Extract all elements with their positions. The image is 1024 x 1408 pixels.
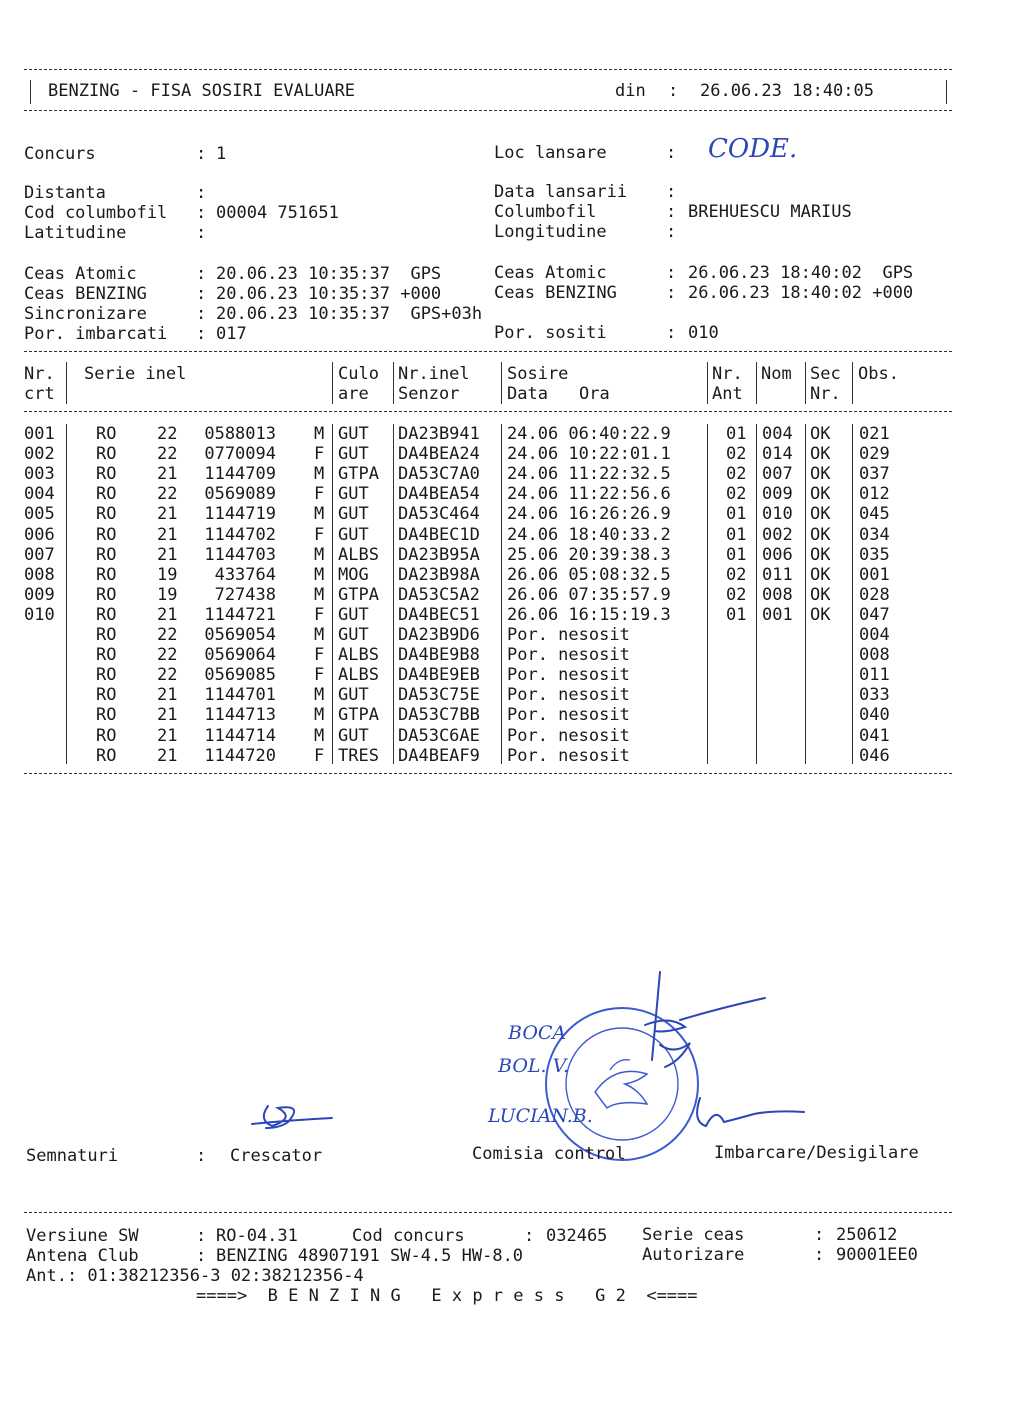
cell-nr: 006 — [24, 524, 55, 545]
cell-sex: M — [314, 685, 325, 706]
cell-culoare: GUT — [338, 444, 369, 465]
cell-ant: 02 — [726, 444, 747, 465]
cell-senzor: DA4BEAF9 — [398, 745, 480, 766]
cell-yr: 19 — [157, 584, 178, 605]
clock-right-colon: : — [666, 263, 677, 283]
cell-obs: 034 — [859, 524, 890, 545]
data-lansarii-label: Data lansarii — [494, 182, 628, 202]
cell-num: 1144703 — [204, 544, 276, 565]
clock-right-label: Ceas Atomic — [494, 263, 607, 283]
cell-senzor: DA53C75E — [398, 685, 480, 706]
th-sep — [805, 362, 806, 404]
cell-nom: 007 — [762, 464, 793, 485]
cell-num: 0569089 — [204, 484, 276, 505]
cell-sosire: Por. nesosit — [507, 665, 630, 686]
cell-yr: 21 — [157, 725, 178, 746]
col-sep — [393, 424, 394, 764]
antena-label: Antena Club — [26, 1246, 139, 1266]
cell-culoare: GUT — [338, 625, 369, 645]
th-crt: crt — [24, 384, 55, 404]
cell-ant: 02 — [726, 464, 747, 485]
cell-sex: M — [314, 705, 325, 726]
antena-value: BENZING 48907191 SW-4.5 HW-8.0 — [216, 1246, 524, 1266]
cell-ant: 02 — [726, 584, 747, 605]
cell-obs: 041 — [859, 725, 890, 746]
columbofil-colon: : — [666, 202, 677, 222]
cell-sec: OK — [810, 584, 831, 605]
cell-nr: 004 — [24, 484, 55, 505]
loc-lansare-label: Loc lansare — [494, 143, 607, 163]
cell-ro: RO — [96, 725, 117, 746]
cell-num: 1144720 — [204, 745, 276, 766]
cell-nom: 008 — [762, 584, 793, 605]
th-sep — [501, 362, 502, 404]
header-left-border — [30, 80, 31, 104]
cell-sosire: Por. nesosit — [507, 625, 630, 645]
autorizare-value: 90001EE0 — [836, 1245, 918, 1265]
clock-left-value: 017 — [216, 324, 247, 344]
cell-obs: 001 — [859, 564, 890, 585]
cell-yr: 21 — [157, 685, 178, 706]
cell-sosire: Por. nesosit — [507, 685, 630, 706]
cell-ant: 01 — [726, 504, 747, 525]
cell-ro: RO — [96, 484, 117, 505]
clock-left-colon: : — [196, 264, 207, 284]
header-bottom-rule — [24, 110, 952, 111]
commission-name-2: BOL. V. — [498, 1055, 570, 1077]
clock-right-value: 26.06.23 18:40:02 +000 — [688, 283, 914, 303]
cell-ro: RO — [96, 524, 117, 545]
cell-nr: 003 — [24, 464, 55, 485]
cell-nom: 004 — [762, 424, 793, 444]
cell-nom: 009 — [762, 484, 793, 505]
th-culo: Culo — [338, 364, 379, 384]
cell-yr: 21 — [157, 524, 178, 545]
cell-num: 0569064 — [204, 645, 276, 666]
th-sosire: Sosire — [507, 364, 569, 384]
cell-yr: 22 — [157, 424, 178, 444]
versiune-colon: : — [196, 1226, 207, 1246]
cell-senzor: DA23B9D6 — [398, 625, 480, 645]
th-nr-inel: Nr.inel — [398, 364, 470, 384]
distanta-label: Distanta — [24, 183, 106, 203]
col-sep — [707, 424, 708, 764]
cell-culoare: GUT — [338, 685, 369, 706]
th-ora: Ora — [579, 384, 610, 404]
cell-yr: 21 — [157, 464, 178, 485]
cell-ro: RO — [96, 564, 117, 585]
cell-ro: RO — [96, 685, 117, 706]
cell-culoare: ALBS — [338, 544, 379, 565]
cell-num: 0588013 — [204, 424, 276, 444]
semnaturi-colon: : — [196, 1146, 207, 1166]
cell-sex: F — [314, 645, 325, 666]
cell-sec: OK — [810, 544, 831, 565]
cell-obs: 028 — [859, 584, 890, 605]
report-datetime: 26.06.23 18:40:05 — [700, 81, 874, 101]
distanta-colon: : — [196, 183, 207, 203]
cell-senzor: DA23B941 — [398, 424, 480, 444]
cod-concurs-label: Cod concurs — [352, 1226, 465, 1246]
din-label: din — [615, 81, 646, 101]
th-obs: Obs. — [858, 364, 899, 384]
clock-right-label: Por. sositi — [494, 323, 607, 343]
th-are: are — [338, 384, 369, 404]
cell-ro: RO — [96, 665, 117, 686]
commission-name-1: BOCA — [508, 1022, 567, 1044]
cell-sex: F — [314, 604, 325, 625]
cell-sex: M — [314, 564, 325, 585]
cell-num: 1144702 — [204, 524, 276, 545]
cell-ro: RO — [96, 745, 117, 766]
cell-num: 1144709 — [204, 464, 276, 485]
cell-ant: 01 — [726, 524, 747, 545]
cell-ant: 02 — [726, 484, 747, 505]
longitudine-colon: : — [666, 222, 677, 242]
clock-left-colon: : — [196, 304, 207, 324]
col-sep — [501, 424, 502, 764]
cell-culoare: ALBS — [338, 645, 379, 666]
cell-sex: M — [314, 544, 325, 565]
cell-sosire: 26.06 07:35:57.9 — [507, 584, 671, 605]
cell-culoare: GUT — [338, 504, 369, 525]
serie-ceas-label: Serie ceas — [642, 1225, 745, 1245]
cell-sex: F — [314, 524, 325, 545]
club-stamp — [546, 1008, 698, 1160]
imbarcare-label: Imbarcare/Desigilare — [714, 1143, 919, 1163]
cell-sex: M — [314, 504, 325, 525]
cell-obs: 035 — [859, 544, 890, 565]
cell-senzor: DA4BEC51 — [398, 604, 480, 625]
autorizare-label: Autorizare — [642, 1245, 745, 1265]
crescator-label: Crescator — [230, 1146, 323, 1166]
col-sep — [805, 424, 806, 764]
cell-nr: 002 — [24, 444, 55, 465]
th-sec-2: Nr. — [810, 384, 841, 404]
clock-left-label: Ceas Atomic — [24, 264, 137, 284]
cell-nr: 001 — [24, 424, 55, 444]
cell-culoare: GTPA — [338, 584, 379, 605]
th-sep — [756, 362, 757, 404]
cell-sex: M — [314, 625, 325, 645]
cell-senzor: DA4BEA24 — [398, 444, 480, 465]
cell-yr: 21 — [157, 745, 178, 766]
cell-num: 1144714 — [204, 725, 276, 746]
cell-sec: OK — [810, 424, 831, 444]
cell-ro: RO — [96, 705, 117, 726]
cell-sex: M — [314, 725, 325, 746]
cell-obs: 012 — [859, 484, 890, 505]
serie-ceas-colon: : — [814, 1225, 825, 1245]
cell-num: 433764 — [214, 564, 276, 585]
cell-nr: 007 — [24, 544, 55, 565]
report-title: BENZING - FISA SOSIRI EVALUARE — [48, 81, 356, 101]
cell-nom: 002 — [762, 524, 793, 545]
footer-top-rule — [24, 1212, 952, 1213]
cell-num: 0569054 — [204, 625, 276, 645]
cell-yr: 21 — [157, 705, 178, 726]
cell-yr: 22 — [157, 484, 178, 505]
cell-senzor: DA4BE9B8 — [398, 645, 480, 666]
benzing-brand-line: ====> B E N Z I N G E x p r e s s G 2 <==== — [196, 1286, 698, 1306]
cell-yr: 21 — [157, 504, 178, 525]
clock-right-label: Ceas BENZING — [494, 283, 617, 303]
cell-sosire: 24.06 18:40:33.2 — [507, 524, 671, 545]
cell-senzor: DA53C464 — [398, 504, 480, 525]
cell-num: 727438 — [214, 584, 276, 605]
cell-obs: 047 — [859, 604, 890, 625]
cell-yr: 22 — [157, 444, 178, 465]
cell-ro: RO — [96, 444, 117, 465]
loc-colon: : — [666, 143, 677, 163]
cell-sex: F — [314, 484, 325, 505]
cell-sosire: 24.06 11:22:56.6 — [507, 484, 671, 505]
th-sep — [852, 362, 853, 404]
cell-obs: 040 — [859, 705, 890, 726]
clock-left-value: 20.06.23 10:35:37 GPS+03h — [216, 304, 483, 324]
cell-obs: 029 — [859, 444, 890, 465]
col-sep — [756, 424, 757, 764]
cell-nom: 001 — [762, 604, 793, 625]
cell-sosire: 24.06 11:22:32.5 — [507, 464, 671, 485]
cell-senzor: DA4BEC1D — [398, 524, 480, 545]
cell-ro: RO — [96, 424, 117, 444]
cell-sex: M — [314, 424, 325, 444]
header-right-border — [946, 80, 947, 104]
cell-senzor: DA53C7A0 — [398, 464, 480, 485]
antena-colon: : — [196, 1246, 207, 1266]
th-sep — [707, 362, 708, 404]
cell-culoare: GUT — [338, 524, 369, 545]
cell-culoare: ALBS — [338, 665, 379, 686]
serie-ceas-value: 250612 — [836, 1225, 898, 1245]
clock-right-value: 010 — [688, 323, 719, 343]
cell-ant: 01 — [726, 604, 747, 625]
cell-culoare: TRES — [338, 745, 379, 766]
cell-num: 0770094 — [204, 444, 276, 465]
cell-culoare: GTPA — [338, 464, 379, 485]
cell-ant: 01 — [726, 544, 747, 565]
cell-yr: 22 — [157, 665, 178, 686]
table-bottom-rule — [24, 773, 952, 774]
cell-senzor: DA53C5A2 — [398, 584, 480, 605]
cell-senzor: DA4BE9EB — [398, 665, 480, 686]
cell-sex: F — [314, 444, 325, 465]
cell-obs: 021 — [859, 424, 890, 444]
concurs-value: 1 — [216, 144, 227, 164]
cell-nr: 005 — [24, 504, 55, 525]
cell-culoare: GUT — [338, 484, 369, 505]
longitudine-label: Longitudine — [494, 222, 607, 242]
cell-senzor: DA53C7BB — [398, 705, 480, 726]
cell-sosire: 24.06 16:26:26.9 — [507, 504, 671, 525]
latitudine-label: Latitudine — [24, 223, 127, 243]
comisia-control-label: Comisia control — [472, 1144, 626, 1164]
versiune-label: Versiune SW — [26, 1226, 139, 1246]
cell-nr: 010 — [24, 604, 55, 625]
cell-sec: OK — [810, 444, 831, 465]
cell-sosire: 26.06 05:08:32.5 — [507, 564, 671, 585]
cod-columbofil-value: 00004 751651 — [216, 203, 339, 223]
concurs-colon: : — [196, 144, 207, 164]
cell-ro: RO — [96, 584, 117, 605]
cell-yr: 21 — [157, 544, 178, 565]
cell-ant: 02 — [726, 564, 747, 585]
cell-ant: 01 — [726, 424, 747, 444]
clock-left-value: 20.06.23 10:35:37 GPS — [216, 264, 442, 284]
cell-nom: 010 — [762, 504, 793, 525]
cell-sec: OK — [810, 524, 831, 545]
cell-senzor: DA23B98A — [398, 564, 480, 585]
th-nr-ant-1: Nr. — [712, 364, 743, 384]
clock-right-value: 26.06.23 18:40:02 GPS — [688, 263, 914, 283]
cod-columbofil-label: Cod columbofil — [24, 203, 168, 223]
cell-obs: 033 — [859, 685, 890, 706]
cell-sec: OK — [810, 484, 831, 505]
th-data: Data — [507, 384, 548, 404]
cell-nom: 014 — [762, 444, 793, 465]
loc-lansare-handwritten: CODE. — [708, 134, 798, 164]
cell-sex: M — [314, 464, 325, 485]
col-sep — [66, 424, 67, 764]
cell-nr: 009 — [24, 584, 55, 605]
clock-right-colon: : — [666, 283, 677, 303]
cell-num: 0569085 — [204, 665, 276, 686]
cell-sosire: Por. nesosit — [507, 645, 630, 666]
clock-left-label: Por. imbarcati — [24, 324, 168, 344]
clock-left-label: Sincronizare — [24, 304, 147, 324]
cell-sosire: Por. nesosit — [507, 725, 630, 746]
antenna-line: Ant.: 01:38212356-3 02:38212356-4 — [26, 1266, 364, 1286]
cell-yr: 19 — [157, 564, 178, 585]
clock-right-colon: : — [666, 323, 677, 343]
th-sep — [66, 362, 67, 404]
cell-yr: 22 — [157, 645, 178, 666]
cell-sec: OK — [810, 464, 831, 485]
cell-obs: 045 — [859, 504, 890, 525]
din-colon: : — [668, 81, 679, 101]
col-sep — [852, 424, 853, 764]
cell-obs: 011 — [859, 665, 890, 686]
columbofil-label: Columbofil — [494, 202, 597, 222]
clock-left-colon: : — [196, 284, 207, 304]
cell-senzor: DA4BEA54 — [398, 484, 480, 505]
cell-sex: F — [314, 745, 325, 766]
clock-left-label: Ceas BENZING — [24, 284, 147, 304]
table-top-rule — [24, 351, 952, 352]
cell-obs: 008 — [859, 645, 890, 666]
cell-sosire: Por. nesosit — [507, 705, 630, 726]
cell-ro: RO — [96, 625, 117, 645]
cell-ro: RO — [96, 544, 117, 565]
semnaturi-label: Semnaturi — [26, 1146, 119, 1166]
latitudine-colon: : — [196, 223, 207, 243]
th-nr: Nr. — [24, 364, 55, 384]
cell-nom: 011 — [762, 564, 793, 585]
cell-sosire: 24.06 06:40:22.9 — [507, 424, 671, 444]
data-lansarii-colon: : — [666, 182, 677, 202]
cell-senzor: DA23B95A — [398, 544, 480, 565]
cell-obs: 004 — [859, 625, 890, 645]
cell-ro: RO — [96, 504, 117, 525]
cell-sec: OK — [810, 504, 831, 525]
cell-ro: RO — [96, 464, 117, 485]
cell-num: 1144721 — [204, 604, 276, 625]
commission-name-3: LUCIAN.B. — [488, 1105, 593, 1127]
cell-ro: RO — [96, 604, 117, 625]
concurs-label: Concurs — [24, 144, 96, 164]
th-sec-1: Sec — [810, 364, 841, 384]
cell-sec: OK — [810, 604, 831, 625]
th-sep — [332, 362, 333, 404]
cell-sosire: 26.06 16:15:19.3 — [507, 604, 671, 625]
th-serie-inel: Serie inel — [84, 364, 187, 384]
cell-sosire: 25.06 20:39:38.3 — [507, 544, 671, 565]
clock-left-colon: : — [196, 324, 207, 344]
cell-yr: 22 — [157, 625, 178, 645]
cell-senzor: DA53C6AE — [398, 725, 480, 746]
cod-concurs-colon: : — [524, 1226, 535, 1246]
cell-culoare: GUT — [338, 604, 369, 625]
cell-culoare: GTPA — [338, 705, 379, 726]
cell-culoare: GUT — [338, 424, 369, 444]
cell-yr: 21 — [157, 604, 178, 625]
th-nom: Nom — [761, 364, 792, 384]
autorizare-colon: : — [814, 1245, 825, 1265]
columbofil-value: BREHUESCU MARIUS — [688, 202, 852, 222]
cell-culoare: MOG — [338, 564, 369, 585]
cell-sex: F — [314, 665, 325, 686]
cell-sosire: 24.06 10:22:01.1 — [507, 444, 671, 465]
versiune-value: RO-04.31 — [216, 1226, 298, 1246]
clock-left-value: 20.06.23 10:35:37 +000 — [216, 284, 442, 304]
cell-num: 1144701 — [204, 685, 276, 706]
cell-sec: OK — [810, 564, 831, 585]
table-header-rule — [24, 411, 952, 412]
cell-num: 1144719 — [204, 504, 276, 525]
cell-ro: RO — [96, 645, 117, 666]
cell-sex: M — [314, 584, 325, 605]
th-nr-ant-2: Ant — [712, 384, 743, 404]
cell-culoare: GUT — [338, 725, 369, 746]
cell-obs: 046 — [859, 745, 890, 766]
cell-num: 1144713 — [204, 705, 276, 726]
th-sep — [393, 362, 394, 404]
cell-sosire: Por. nesosit — [507, 745, 630, 766]
th-senzor: Senzor — [398, 384, 460, 404]
cod-concurs-value: 032465 — [546, 1226, 608, 1246]
cod-colon: : — [196, 203, 207, 223]
cell-nr: 008 — [24, 564, 55, 585]
col-sep — [332, 424, 333, 764]
header-top-rule — [24, 69, 952, 70]
cell-nom: 006 — [762, 544, 793, 565]
cell-obs: 037 — [859, 464, 890, 485]
